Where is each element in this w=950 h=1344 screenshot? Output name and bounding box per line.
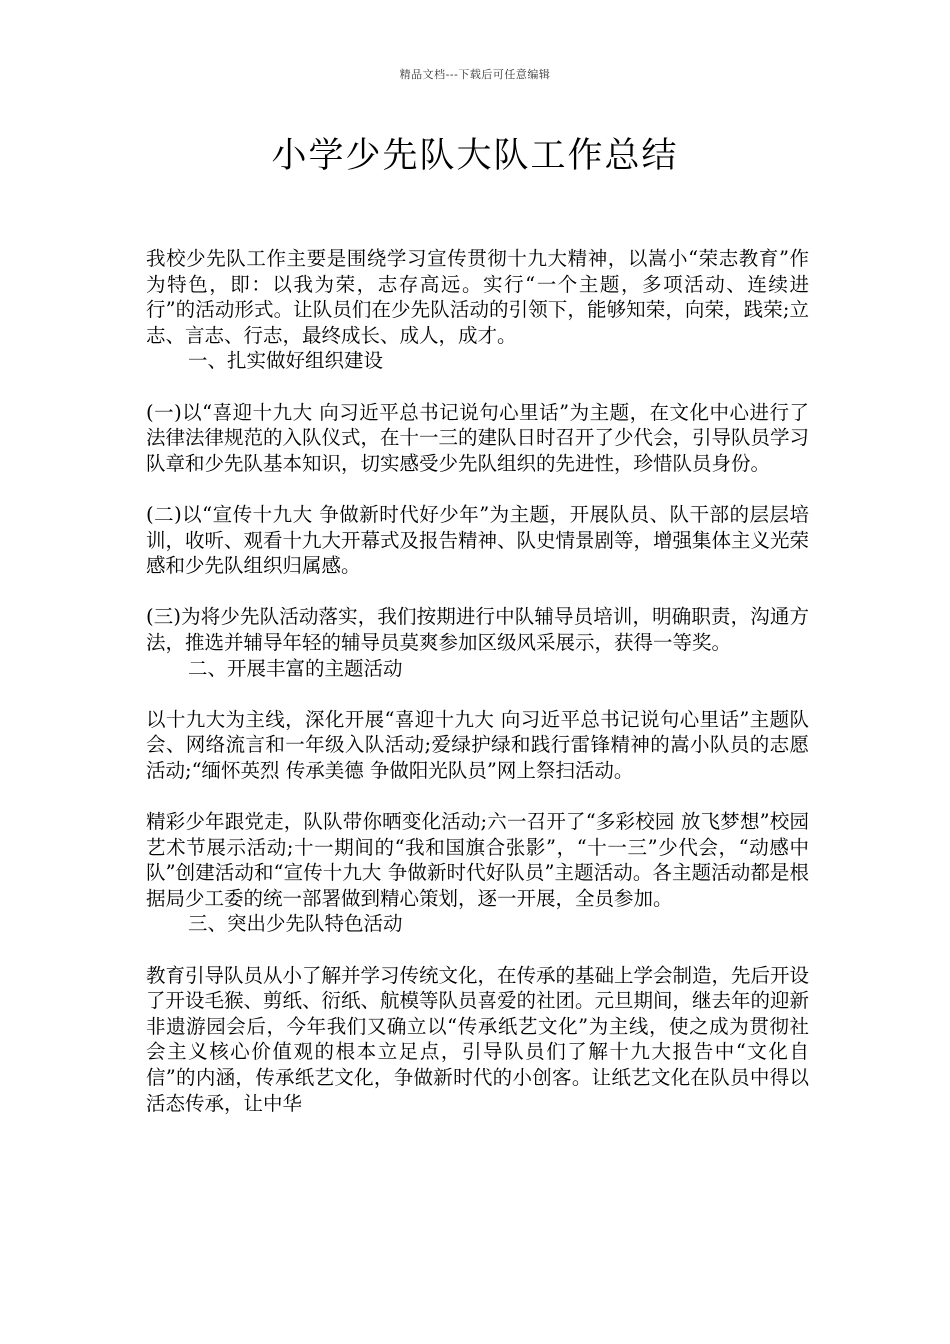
document-body <box>146 246 809 1116</box>
section2-paragraph-2: 精彩少年跟党走，队队带你晒变化活动;六一召开了“多彩校园 放飞梦想”校园艺术节展示活动;十一期间的“我和国旗合张影”，“十一三”少代会，“动感中队”创建活动和“宣传十九大 争做新时代好队员”主题活动。各主题活动都是根据局少工委的统一部署做到精心策划，逐一开展，全员参加。 <box>146 810 809 910</box>
section1-paragraph-1: (一)以“喜迎十九大 向习近平总书记说句心里话”为主题，在文化中心进行了法律法律规范的入队仪式，在十一三的建队日时召开了少代会，引导队员学习队章和少先队基本知识，切实感受少先队组织的先进性，珍惜队员身份。 <box>146 400 810 475</box>
section-heading-2: 二、开展丰富的主题活动 <box>188 656 403 680</box>
section3-paragraph-1: 教育引导队员从小了解并学习传统文化，在传承的基础上学会制造，先后开设了开设毛猴、剪纸、衍纸、航模等队员喜爱的社团。元旦期间，继去年的迎新非遗游园会后，今年我们又确立以“传承纸艺文化”为主线，使之成为贯彻社会主义核心价值观的根本立足点，引导队员们了解十九大报告中“文化自信”的内涵，传承纸艺文化，争做新时代的小创客。让纸艺文化在队员中得以活态传承，让中华 <box>146 963 810 1115</box>
spacer <box>146 681 809 707</box>
spacer <box>146 476 809 502</box>
section1-paragraph-3: (三)为将少先队活动落实，我们按期进行中队辅导员培训，明确职责，沟通方法，推选并辅导年轻的辅导员莫爽参加区级风采展示，获得一等奖。 <box>146 605 809 654</box>
spacer <box>146 937 809 963</box>
section1-paragraph-2: (二)以“宣传十九大 争做新时代好少年”为主题，开展队员、队干部的层层培训，收听、观看十九大开幕式及报告精神、队史情景剧等，增强集体主义光荣感和少先队组织归属感。 <box>146 502 810 578</box>
spacer <box>146 374 809 400</box>
intro-paragraph: 我校少先队工作主要是围绕学习宣传贯彻十九大精神，以嵩小“荣志教育”作为特色，即：以我为荣，志存高远。实行“一个主题，多项活动、连续进行”的活动形式。让队员们在少先队活动的引领下，能够知荣，向荣，践荣;立志、言志、行志，最终成长、成人，成才。 <box>146 247 809 347</box>
header-note: 精品文档---下载后可任意编辑 <box>399 68 551 81</box>
section-heading-1: 一、扎实做好组织建设 <box>188 349 384 373</box>
document-title: 小学少先队大队工作总结 <box>271 136 679 176</box>
section-heading-3: 三、突出少先队特色活动 <box>188 912 403 936</box>
spacer <box>146 783 809 809</box>
section2-paragraph-1: 以十九大为主线，深化开展“喜迎十九大 向习近平总书记说句心里话”主题队会、网络流言和一年级入队活动;爱绿护绿和践行雷锋精神的嵩小队员的志愿活动;“缅怀英烈 传承美德 争做阳光队员”网上祭扫活动。 <box>146 707 809 782</box>
spacer <box>146 579 809 605</box>
